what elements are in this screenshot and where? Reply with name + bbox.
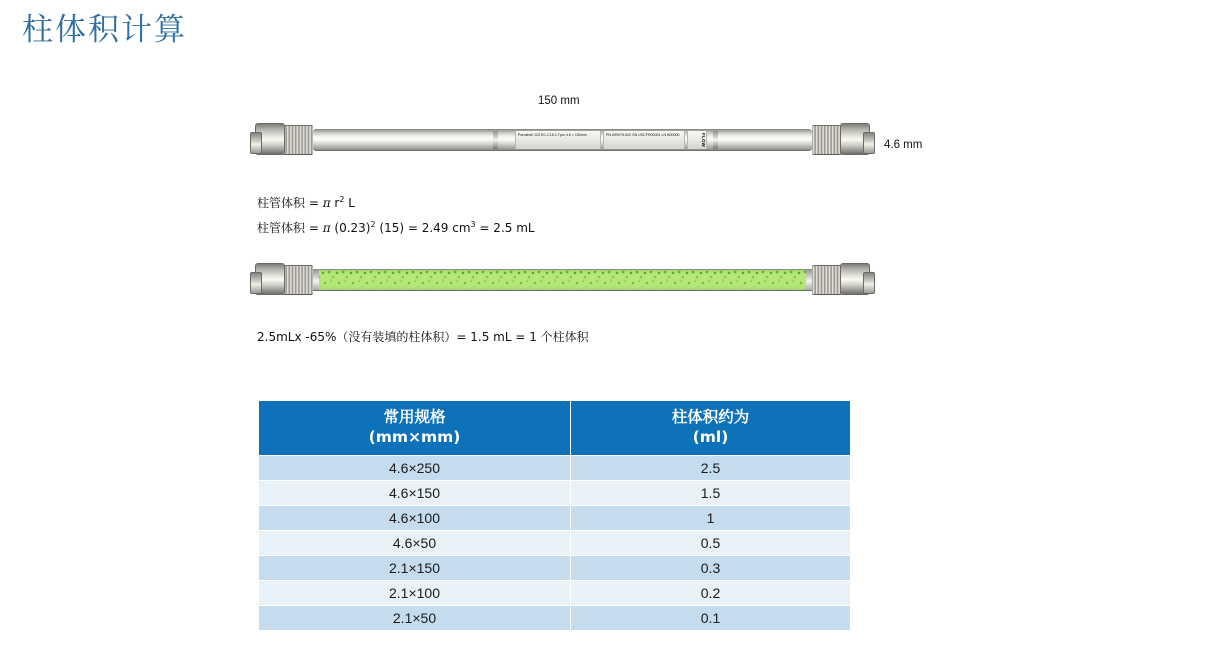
packed-column-fitting-left xyxy=(250,272,262,294)
cell-spec: 4.6×150 xyxy=(259,481,571,506)
cell-volume: 1 xyxy=(571,506,851,531)
table-row xyxy=(259,481,851,506)
formula2-result: = 2.5 mL xyxy=(475,221,535,235)
table-row xyxy=(259,606,851,631)
column-frit-left xyxy=(313,269,319,291)
table-header-volume-line1: 柱体积约为 xyxy=(671,408,750,426)
table-header-row xyxy=(259,401,851,456)
formula-column-volume-computed xyxy=(257,215,535,238)
packed-column-end-nut-left xyxy=(255,263,285,295)
packed-column-ferrule-left xyxy=(283,265,313,295)
column-length-label: 150 mm xyxy=(538,95,580,107)
column-end-nut-right xyxy=(840,123,870,155)
formula2-exponent-2: 3 xyxy=(470,220,476,229)
column-packing-material xyxy=(313,269,812,291)
packed-column-end-nut-right xyxy=(840,263,870,295)
cell-volume: 0.2 xyxy=(571,581,851,606)
cell-spec: 2.1×50 xyxy=(259,606,571,631)
formula1-r: r xyxy=(330,196,340,210)
formula2-length: (15) = 2.49 cm xyxy=(375,221,471,235)
column-fitting-left xyxy=(250,132,262,154)
table-header-spec-line1: 常用规格 xyxy=(383,408,446,426)
page-title: 柱体积计算 xyxy=(22,12,187,48)
formula1-pi: π xyxy=(322,196,331,210)
table-row xyxy=(259,556,851,581)
column-volume-table xyxy=(258,400,851,631)
tube-ring-left xyxy=(493,131,498,149)
table-row xyxy=(259,506,851,531)
formula1-l: L xyxy=(344,196,355,210)
cell-spec: 2.1×150 xyxy=(259,556,571,581)
column-ferrule-left xyxy=(283,125,313,155)
formula-column-volume-general xyxy=(257,190,355,213)
table-row xyxy=(259,456,851,481)
column-serial-label: PN 699975-902 SN USCFR00001 LN B00000 xyxy=(603,131,685,149)
formula2-exponent-1: 2 xyxy=(370,220,376,229)
table-header-spec xyxy=(259,401,571,456)
formula2-radius: (0.23) xyxy=(330,221,371,235)
column-hardware-empty xyxy=(255,120,870,158)
cell-volume: 0.3 xyxy=(571,556,851,581)
packed-column-ferrule-right xyxy=(812,265,842,295)
cell-volume: 2.5 xyxy=(571,456,851,481)
tube-ring-right xyxy=(713,131,718,149)
column-ferrule-right xyxy=(812,125,842,155)
formula2-prefix: 柱管体积 = xyxy=(257,221,323,235)
table-header-volume xyxy=(571,401,851,456)
cell-spec: 4.6×250 xyxy=(259,456,571,481)
column-flow-label: FLOW xyxy=(687,131,707,149)
table-row xyxy=(259,581,851,606)
table-header-volume-line2: (ml) xyxy=(692,428,729,446)
cell-volume: 0.5 xyxy=(571,531,851,556)
table-row xyxy=(259,531,851,556)
cell-spec: 4.6×50 xyxy=(259,531,571,556)
packed-column-fitting-right xyxy=(863,272,875,294)
empty-column-figure xyxy=(250,95,930,185)
column-end-nut-left xyxy=(255,123,285,155)
formula-void-volume: 2.5mLx -65%（没有装填的柱体积）= 1.5 mL = 1 个柱体积 xyxy=(257,330,589,344)
column-tube-body xyxy=(313,129,812,151)
table-header-spec-line2: (mm×mm) xyxy=(368,428,461,446)
cell-spec: 2.1×100 xyxy=(259,581,571,606)
cell-spec: 4.6×100 xyxy=(259,506,571,531)
column-product-label: Poroshell 120 EC-C18 2.7µm 4.6 × 150mm xyxy=(515,131,601,149)
cell-volume: 0.1 xyxy=(571,606,851,631)
column-diameter-label: 4.6 mm xyxy=(884,139,923,151)
formula1-prefix: 柱管体积 = xyxy=(257,196,323,210)
formula1-exponent: 2 xyxy=(339,195,345,204)
formula2-pi: π xyxy=(322,221,331,235)
column-hardware-packed xyxy=(255,260,870,298)
column-fitting-right xyxy=(863,132,875,154)
packed-column-figure xyxy=(250,260,930,305)
cell-volume: 1.5 xyxy=(571,481,851,506)
